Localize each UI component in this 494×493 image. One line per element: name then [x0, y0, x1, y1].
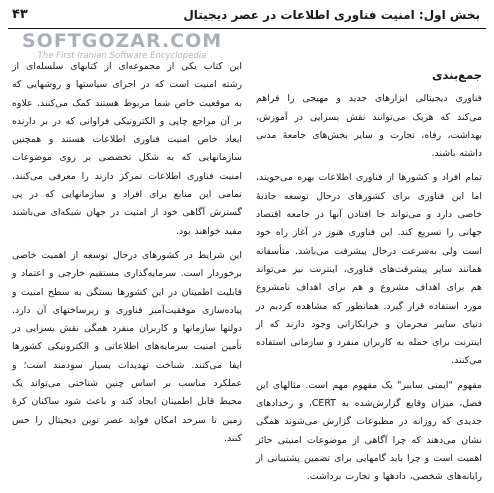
left-column — [12, 58, 242, 454]
paragraph: تمام افراد و کشورها از فناوری اطلاعات بهره می‌جویند، اما این فناوری برای کشورهای درحال توسعه جاذبهٔ خاصی دارد و می‌تواند جا افتادن آنها در جامعه اقتصاد جهانی را تسریع کند. این فناوری هنوز در آغاز راه خود است ولی به‌سرعت درحال پیشرفت می‌باشد. متأسفانه همانند سایر پیشرفت‌های فناوری، اینترنت نیز می‌تواند هم برای اهداف مشروع و هم برای اهداف نامشروع مورد استفاده قرار گیرد. همانطور که مشاهده کردیم در دنیای سایبر مجرمان و خرابکارانی وجود دارند که از اینترنت برای حمله به کاربران منفرد و سازمانی استفاده می‌کنند. — [256, 172, 482, 367]
chapter-title: بخش اول: امنیت فناوری اطلاعات در عصر دیجیتال — [183, 8, 480, 22]
paragraph: این شرایط در کشورهای درحال توسعه از اهمیت خاصی برخوردار است. سرمایه‌گذاری مستقیم خارجی و اعتماد و قابلیت اطمینان در این کشورها بستگی به سطح امنیت و پیاده‌سازی موفقیت‌آمیز فناوری و زیرساختهای آن دارد. دولتها سازمانها و کاربران منفرد همگی نقش بسزایی در تأمین امنیت سرمایه‌های اطلاعاتی و الکترونیکی کشورها ایفا می‌کنند. شناخت تهدیدات بسیار سودمند است؛ و عملکرد مناسب بر اساس چنین شناختی می‌تواند یک محیط قابل اطمینان ایجاد کند و باعث شود ساکنان کرهٔ زمین تا سرحد امکان فواید عصر نوین دیجیتال را حس کنند. — [12, 249, 242, 444]
section-title: جمع‌بندی — [431, 68, 482, 82]
watermark — [22, 30, 222, 61]
page-number: ۴۳ — [12, 7, 28, 22]
watermark-tagline: The First Iranian Software Encyclopedia — [37, 51, 207, 61]
watermark-logo: SOFTGOZAR.COM — [22, 30, 223, 52]
paragraph: مفهوم "ایمنی سایبر" یک مفهوم مهم است. مثالهای این فصل، میزان وقایع گزارش‌شده به CERT، و رخدادهای جدیدی که روزانه در مطبوعات گزارش می‌شوند همگی نشان می‌دهند که چرا آگاهی از موضوعات امنیتی حائز اهمیت است و چرا باید گامهایی برای تضمین پشتیبانی از رایانه‌های شخصی، دادهها و تجارت برداشت. — [256, 379, 482, 483]
paragraph: فناوری دیجیتالی ابزارهای جدید و مهیجی را فراهم می‌کند که هریک می‌توانند نقش بسزایی در آموزش، بهداشت، رفاه، تجارت و سایر بخش‌های جامعهٔ مدنی داشته باشند. — [256, 93, 482, 160]
page-header — [8, 4, 486, 29]
right-column — [256, 58, 482, 493]
paragraph: این کتاب یکی از مجموعه‌ای از کتابهای سلسله‌ای از رشته امنیت است که در اجرای سیاستها و روشهایی که به موقعیت خاص شما مربوط هستند کمک می‌کنند. علاوه بر آن مراجع چاپی و الکترونیکی فراوانی که در بر دارنده ابعاد خاص امنیت فناوری اطلاعات هستند و همچنین سازمانهایی که به شکل تخصصی بر روی موضوعات امنیت فناوری اطلاعات تمرکز دارند را معرفی می‌کنند. تمامی این منابع برای افراد و سازمانهایی که در پی گسترش آگاهی خود از امنیت در جهان شبکه‌ای می‌باشند مفید خواهند بود. — [12, 61, 242, 237]
